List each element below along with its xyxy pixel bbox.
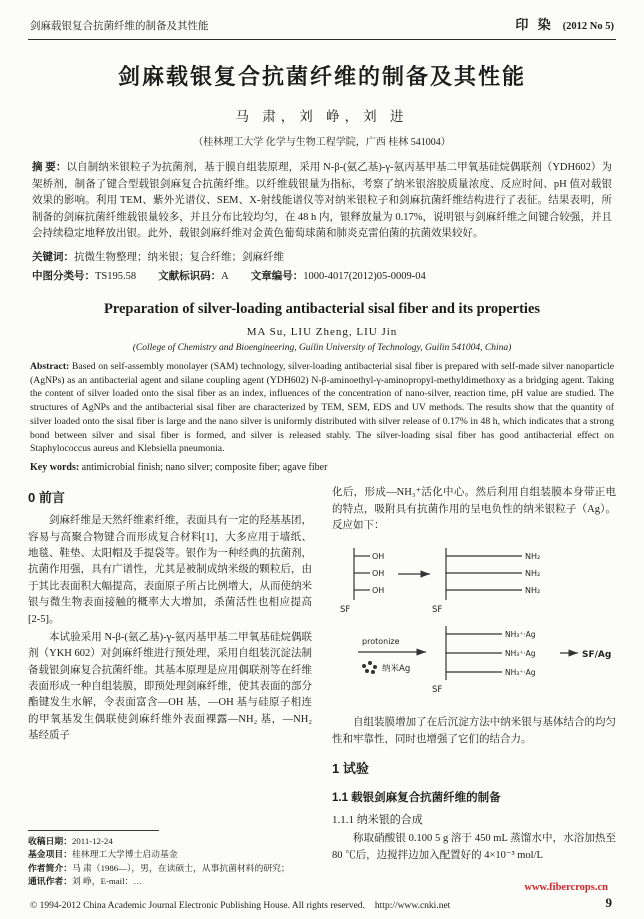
oh-label: OH (372, 586, 385, 596)
fibercrops-watermark: www.fibercrops.cn (524, 882, 608, 893)
article-title-en: Preparation of silver-loading antibacterial sisal fiber and its properties (103, 300, 541, 317)
sf-oh-structure (354, 548, 370, 600)
fund-value: 桂林理工大学博士启动基金 (72, 849, 178, 860)
received-label: 收稿日期： (28, 835, 72, 846)
article-title: 剑麻载银复合抗菌纤维的制备及其性能 (117, 64, 526, 89)
oh-label: OH (372, 552, 385, 562)
right-paragraph-2: 自组装膜增加了在后沉淀方法中纳米银与基体结合的均匀性和牢靠性，同时也增强了它们的结合力。 (332, 717, 616, 745)
authors-en: MA Su, LIU Zheng, LIU Jin (246, 325, 398, 338)
footnote-rule (28, 830, 159, 831)
doc-code-label: 文献标识码： (158, 270, 222, 282)
protonize-label: protonize (362, 637, 400, 647)
sf-silane-structure (446, 548, 522, 600)
left-paragraph-2: 本试验采用 N-β-(氨乙基)-γ-氨丙基甲基二甲氧基硅烷偶联剂（YKH 602）对剑麻纤维进行预处理，采用自组装沉淀法制备载银剑麻复合抗菌纤维。其基本原理是应用偶联剂等在纤维表面形成一种自组装膜，即预处理剑麻纤维，使其表面的部分酯键发生水解，令表面富含—OH 基，—OH 基与硅原子相连的甲氧基发生偶联使剑麻纤维外表面裸露—NH₂ 基，—NH₂ 基经质子 (28, 631, 312, 742)
nh2-label: NH₂ (525, 569, 541, 579)
bio-label: 作者简介： (28, 862, 72, 873)
right-column (332, 485, 616, 889)
affiliation-en: (College of Chemistry and Bioengineering, Guilin University of Technology, Guilin 541004, China) (132, 342, 512, 353)
abstract-en-text: Based on self-assembly monolayer (SAM) technology, silver-loading antibacterial sisal fiber is prepared with self-made silver nanoparticle (AgNPs) as an antibacterial agent and silane coupling agent (YDH602) N-β-aminoethyl-γ-aminopropyl-methyldimethoxy as a bridging agent. Taking the content of silver loaded onto the sisal fiber as an index, influences of the concentration of nano-silver, reaction time, pH value are studied. The structures of AgNPs and the antibacterial sisal fiber are characterized by TEM, SEM, EDS and UV methods. The results show that the quantity of silver loaded onto the sisal fiber is large and the nano silver is uniformly distributed with silver release of 0.17% in 48 h, which indicates that a strong bond between silver and sisal fiber is formed, and silver is released stably. The silver-loading sisal fiber has good antibacterial effect on Staphylococcus aureus and Klebsiella pneumonia. (30, 360, 614, 455)
sf-label: SF (340, 605, 351, 616)
reaction-scheme (334, 540, 616, 711)
running-title: 剑麻载银复合抗菌纤维的制备及其性能 (30, 21, 209, 32)
keywords-en-text: antimicrobial finish; nano silver; composite fiber; agave fiber (81, 462, 328, 474)
authors: 马 肃，刘 峥，刘 进 (235, 109, 409, 124)
section-1-1-1-heading: 1.1.1 纳米银的合成 (332, 814, 423, 827)
keywords-en (30, 462, 614, 473)
affiliation: （桂林理工大学 化学与生物工程学院，广西 桂林 541004） (193, 137, 451, 148)
footnote-corresponding (28, 875, 312, 889)
clc-label: 中图分类号： (32, 270, 95, 282)
nh2-label: NH₂ (525, 552, 541, 562)
two-column-body (28, 485, 616, 889)
header-rule (28, 39, 616, 40)
nh3-ag-label: NH₃⁺·Ag (505, 649, 536, 659)
abstract-en (30, 360, 614, 456)
corr-value: 刘 峥，E-mail：… (72, 876, 143, 887)
page-number: 9 (605, 895, 612, 910)
sf-label: SF (432, 605, 443, 616)
left-paragraph-1: 剑麻纤维是天然纤维素纤维，表面具有一定的羟基基团，容易与高聚合物键合而形成复合材料[1]，大多应用于墙纸、地毯、鞋垫、太阳帽及手提袋等。银作为一种经典的抗菌剂，抗菌作用强，具有广谱性，尤其是被制成纳米级的颗粒后，由于其比表面积大幅提高，表面原子所占比例增大，从而使纳米银与微生物表面接触的概率大大增加，杀菌活性也相应提高[2-5]。 (28, 515, 312, 625)
article-no-label: 文章编号： (250, 270, 304, 282)
oh-label: OH (372, 569, 385, 579)
received-value: 2011-12-24 (72, 835, 113, 846)
section-1-1-heading: 1.1 载银剑麻复合抗菌纤维的制备 (332, 792, 501, 805)
footnote-block (28, 830, 312, 890)
section-1-heading: 1 试验 (332, 761, 369, 777)
nh3-ag-label: NH₃⁺·Ag (505, 668, 536, 678)
footnote-bio (28, 862, 312, 876)
keywords-en-label: Key words: (30, 462, 80, 474)
fund-label: 基金项目： (28, 849, 72, 860)
keywords-label: 关键词： (32, 251, 74, 263)
sf-ag-structure (446, 626, 502, 680)
keywords-text: 抗微生物整理；纳米银；复合纤维；剑麻纤维 (74, 251, 284, 263)
nano-silver-cluster-icon (362, 661, 377, 674)
bio-value: 马 肃（1986—），男，在读硕士，从事抗菌材料的研究； (72, 862, 290, 873)
footnote-received (28, 835, 312, 849)
cnki-url: http://www.cnki.net (374, 901, 451, 911)
article-no-value: 1000-4017(2012)05-0009-04 (303, 270, 426, 282)
journal-info (515, 14, 614, 34)
copyright-text: © 1994-2012 China Academic Journal Electronic Publishing House. All rights reserved. (30, 901, 365, 911)
copyright-line (30, 901, 450, 911)
meta-line (32, 268, 612, 283)
reaction-scheme-svg (334, 540, 616, 706)
abstract-en-label: Abstract: (30, 360, 70, 372)
right-paragraph-1: 化后，形成—NH₃⁺活化中心。然后利用自组装膜本身带正电的特点，吸附具有抗菌作用的呈电负性的纳米银粒子（Ag）。反应如下： (332, 487, 616, 531)
right-paragraph-3: 称取硝酸银 0.100 5 g 溶于 450 mL 蒸馏水中，水浴加热至 80 ℃后，边搅拌边加入配置好的 4×10⁻³ mol/L (332, 833, 616, 861)
abstract-zh (32, 160, 612, 243)
page-footer (28, 895, 616, 911)
footnote-fund (28, 848, 312, 862)
doc-code-value: A (221, 270, 229, 282)
abstract-label: 摘 要： (32, 162, 67, 173)
nano-ag-label: 纳米Ag (382, 664, 411, 675)
journal-issue: (2012 No 5) (562, 21, 614, 32)
nh2-label: NH₂ (525, 586, 541, 596)
sf-ag-label: SF/Ag (582, 650, 612, 661)
journal-name: 印 染 (515, 17, 554, 32)
running-header (28, 12, 616, 37)
corr-label: 通讯作者： (28, 876, 72, 887)
section-0-heading: 0 前言 (28, 490, 65, 506)
abstract-text: 以自制纳米银粒子为抗菌剂，基于膜自组装原理，采用 N-β-(氨乙基)-γ-氨丙基甲基二甲氧基硅烷偶联剂（YDH602）为架桥剂，制备了键合型载银剑麻复合抗菌纤维。以纤维载银量为指标，考察了纳米银溶胶质量浓度、反应时间、pH 值对载银效果的影响。利用 TEM、紫外光谱仪、SEM、X-射线能谱仪等对纳米银粒子和剑麻抗菌纤维结构进行了表征。结果表明，所制备的剑麻抗菌纤维载银量较多，并且分布比较均匀，在 48 h 内，银释放量为 0.17%，说明银与剑麻纤维之间键合较强，并且会持续稳定地释放出银。此外，载银剑麻纤维对金黄色葡萄球菌和肺炎克雷伯菌的抗菌效果较好。 (32, 162, 613, 240)
nh3-ag-label: NH₃⁺·Ag (505, 630, 536, 640)
keywords-zh (32, 249, 612, 264)
clc-value: TS195.58 (95, 270, 137, 282)
left-column (28, 485, 312, 889)
sf-label: SF (432, 685, 443, 696)
